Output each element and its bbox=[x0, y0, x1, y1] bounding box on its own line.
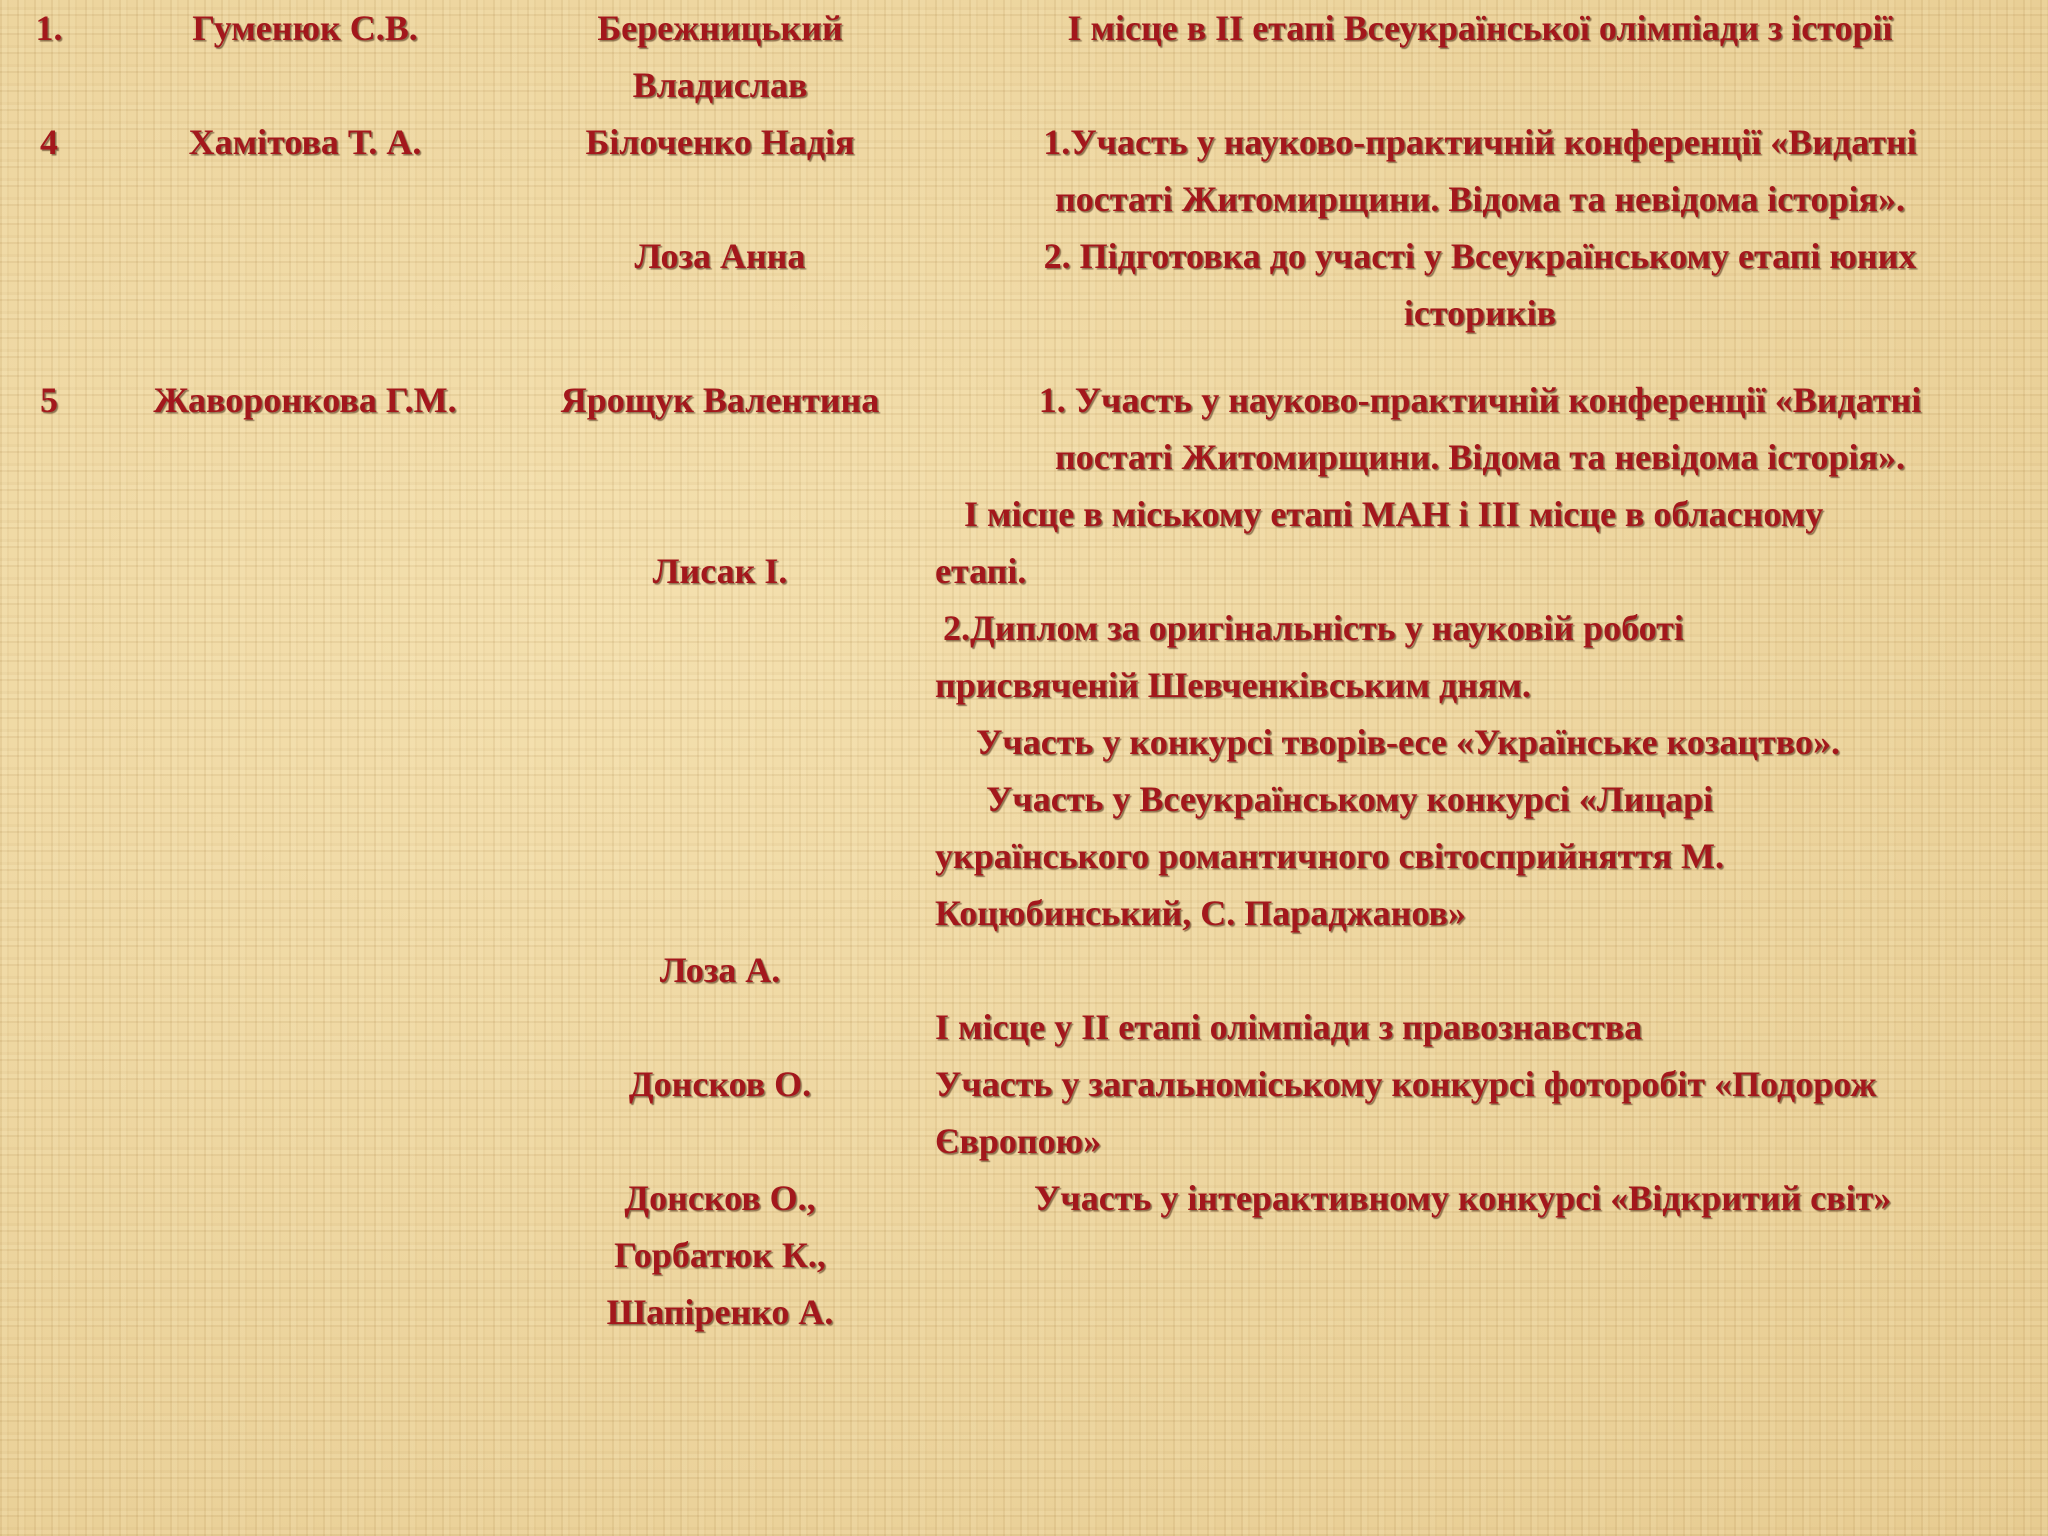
student-name: Донсков О. bbox=[628, 1064, 812, 1104]
achievement-line: 2.Диплом за оригінальність у науковій роботі bbox=[943, 608, 1684, 648]
teacher-name: Жаворонкова Г.М. bbox=[153, 380, 457, 420]
achievement-line: Участь у Всеукраїнському конкурсі «Лицарі bbox=[986, 779, 1714, 819]
achievement-line: присвяченій Шевченківським дням. bbox=[935, 665, 1531, 705]
student-name: Горбатюк К., bbox=[614, 1235, 826, 1275]
achievement-line: 2. Підготовка до участі у Всеукраїнському етапі юних bbox=[1043, 236, 1917, 276]
row-number: 4 bbox=[40, 122, 58, 162]
achievement-line: 1.Участь у науково-практичній конференції «Видатні bbox=[1043, 122, 1917, 162]
achievement-line: Участь у інтерактивному конкурсі «Відкритий світ» bbox=[1034, 1178, 1892, 1218]
student-name: Лисак І. bbox=[652, 551, 788, 591]
achievement-line: Європою» bbox=[935, 1121, 1102, 1161]
student-name: Лоза А. bbox=[659, 950, 781, 990]
achievement-line: Участь у конкурсі творів-есе «Українське козацтво». bbox=[976, 722, 1840, 762]
row-number: 1. bbox=[35, 8, 63, 48]
achievement-line: постаті Житомирщини. Відома та невідома історія». bbox=[1055, 437, 1905, 477]
row-number: 5 bbox=[40, 380, 58, 420]
achievement-line: етапі. bbox=[935, 551, 1027, 591]
achievement-line: І місце у ІІ етапі олімпіади з правознавства bbox=[935, 1007, 1643, 1047]
achievement-line: українського романтичного світосприйняття М. bbox=[935, 836, 1724, 876]
achievement-line: постаті Житомирщини. Відома та невідома історія». bbox=[1055, 179, 1905, 219]
student-name: Ярощук Валентина bbox=[560, 380, 880, 420]
achievement-line: Коцюбинський, С. Параджанов» bbox=[935, 893, 1466, 933]
achievement-line: І місце в міському етапі МАН і ІІІ місце в обласному bbox=[964, 494, 1824, 534]
achievement-line: істориків bbox=[1403, 293, 1557, 333]
student-name: Білоченко Надія bbox=[585, 122, 855, 162]
student-name: Бережницький bbox=[597, 8, 843, 48]
achievement-line: Участь у загальноміському конкурсі фоторобіт «Подорож bbox=[935, 1064, 1877, 1104]
teacher-name: Хамітова Т. А. bbox=[188, 122, 422, 162]
teacher-name: Гуменюк С.В. bbox=[192, 8, 418, 48]
student-name: Донсков О., bbox=[624, 1178, 816, 1218]
achievement-line: 1. Участь у науково-практичній конференції «Видатні bbox=[1038, 380, 1922, 420]
student-name: Лоза Анна bbox=[634, 236, 806, 276]
student-name: Шапіренко А. bbox=[606, 1292, 834, 1332]
student-name: Владислав bbox=[632, 65, 808, 105]
achievement-line: І місце в ІІ етапі Всеукраїнської олімпіади з історії bbox=[1067, 8, 1893, 48]
